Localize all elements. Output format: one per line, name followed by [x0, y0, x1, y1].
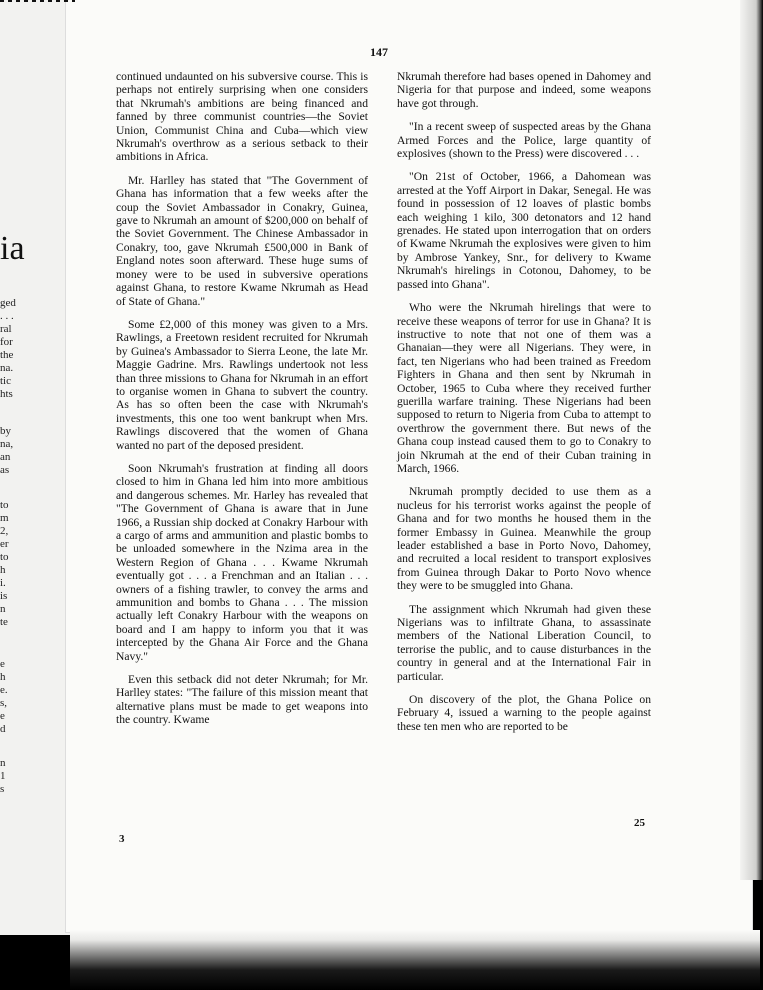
paragraph: The assignment which Nkrumah had given these Nigerians was to infiltrate Ghana, to assassinate members of the National Liberation Council, to terrorise the public, and to cause disturbances in the country in general and at the International Fair in particular.: [397, 602, 651, 683]
facing-fragment: m: [0, 512, 9, 524]
facing-fragment: ral: [0, 323, 12, 335]
facing-fragment: tic: [0, 375, 11, 387]
paragraph: Even this setback did not deter Nkrumah; for Mr. Harlley states: "The failure of this mission meant that alternative plans must be made to get weapons into the country. Kwame: [116, 673, 368, 727]
facing-fragment: 1: [0, 770, 6, 782]
paragraph: "On 21st of October, 1966, a Dahomean was arrested at the Yoff Airport in Dakar, Senegal. He was found in possession of 12 loaves of plastic bombs each weighing 1 kilo, 300 detonators and 12 hand grenades. He stated upon interrogation that on orders of Kwame Nkrumah the explosives were given to him by Ambrose Yankey, Snr., for delivery to Kwame Nkrumah's hirelings in Cotonou, Dahomey, to be passed into Ghana".: [397, 170, 651, 291]
facing-fragment: s: [0, 783, 5, 795]
facing-page-edge: [0, 0, 70, 935]
scan-edge-marks: [0, 0, 75, 2]
text-column-right: [397, 70, 651, 743]
facing-fragment: 2,: [0, 525, 9, 537]
facing-fragment: as: [0, 464, 10, 476]
paragraph: Some £2,000 of this money was given to a Mrs. Rawlings, a Freetown resident recruited for Nkrumah by Guinea's Ambassador to Sierra Leone, the late Mr. Maggie Gadrine. Mrs. Rawlings undertook not less than three missions to Ghana for Nkrumah in an effort to organise women in Ghana to subvert the country. As has so often been the case with Nkrumah's investments, this one too went bankrupt when Mrs. Rawlings discovered that the women of Ghana wanted no part of the deposed president.: [116, 317, 368, 452]
signature-mark: 3: [119, 833, 125, 845]
facing-fragment: s,: [0, 697, 8, 709]
facing-fragment: te: [0, 616, 8, 628]
facing-fragment: to: [0, 499, 9, 511]
facing-fragment: e: [0, 710, 5, 722]
facing-fragment-large: ia: [0, 230, 25, 267]
paragraph: Mr. Harlley has stated that "The Government of Ghana has information that a few weeks after the coup the Soviet Ambassador in Conakry, Guinea, gave to Nkrumah an amount of $200,000 on behalf of the Soviet Government. The Chinese Ambassador in Conakry, too, gave Nkrumah £500,000 in Bank of England notes soon afterward. These huge sums of money were to be used in subversive operations against Ghana, to restore Kwame Nkrumah as Head of State of Ghana.": [116, 173, 368, 308]
facing-fragment: n: [0, 757, 6, 769]
facing-fragment: to: [0, 551, 9, 563]
folio-number: 25: [634, 817, 645, 829]
paragraph: continued undaunted on his subversive course. This is perhaps not entirely surprising when one considers that Nkrumah's ambitions are being financed and fanned by three communist countries—the Soviet Union, Communist China and Cuba—which view Nkrumah's overthrow as a serious setback to their ambitions in Africa.: [116, 70, 368, 164]
paragraph: Soon Nkrumah's frustration at finding all doors closed to him in Ghana led him into more ambitious and dangerous schemes. Mr. Harley has revealed that "The Government of Ghana is aware that in June 1966, a Russian ship docked at Conakry Harbour with a cargo of arms and ammunition and plastic bombs to be unloaded somewhere in the Nzima area in the Western Region of Ghana . . . Kwame Nkrumah eventually got . . . a Frenchman and an Italian . . . owners of a fishing trawler, to convey the arms and ammunition and bombs to Ghana . . . The mission actually left Conakry Harbour with the weapons on board and I am happy to inform you that it was intercepted by the Ghana Air Force and the Ghana Navy.": [116, 461, 368, 663]
facing-fragment: the: [0, 349, 14, 361]
paragraph: Who were the Nkrumah hirelings that were to receive these weapons of terror for use in Ghana? It is instructive to note that not one of them was a Ghanaian—they were all Nigerians. They were, in fact, ten Nigerians who had been trained as Freedom Fighters in Ghana and then sent by Nkrumah in October, 1965 to Cuba where they received further guerilla warfare training. These Nigerians had been supposed to return to Nigeria from Cuba to attempt to overthrow the government there. But news of the Ghana coup instead caused them to go to Conakry to join Nkrumah at the end of their Cuban training in March, 1966.: [397, 301, 651, 475]
facing-fragment: for: [0, 336, 13, 348]
paragraph: "In a recent sweep of suspected areas by the Ghana Armed Forces and the Police, large quantity of explosives (shown to the Press) were discovered . . .: [397, 120, 651, 161]
page-bottom-shadow: [70, 930, 760, 990]
facing-fragment: . . .: [0, 310, 14, 322]
facing-fragment: ged: [0, 297, 16, 309]
facing-fragment: h: [0, 564, 6, 576]
facing-fragment: hts: [0, 388, 13, 400]
page-number: 147: [370, 45, 388, 59]
facing-fragment: d: [0, 723, 6, 735]
facing-fragment: na,: [0, 438, 14, 450]
facing-fragment: e.: [0, 684, 8, 696]
text-column-left: [116, 70, 368, 737]
facing-fragment: er: [0, 538, 9, 550]
facing-fragment: h: [0, 671, 6, 683]
facing-fragment: i.: [0, 577, 6, 589]
facing-fragment: na.: [0, 362, 14, 374]
facing-fragment: e: [0, 658, 5, 670]
paragraph: Nkrumah promptly decided to use them as a nucleus for his terrorist works against the people of Ghana and for two months he housed them in the former Embassy in Guinea. Meanwhile the group leader established a base in Porto Novo, Dahomey, and recruited a local resident to transport explosives from Guinea through Dakar to Porto Novo whence they were to be smuggled into Ghana.: [397, 485, 651, 593]
paragraph: On discovery of the plot, the Ghana Police on February 4, issued a warning to the people against these ten men who are reported to be: [397, 693, 651, 733]
page-curl-shadow: [740, 0, 763, 880]
paragraph: Nkrumah therefore had bases opened in Dahomey and Nigeria for that purpose and indeed, some weapons have got through.: [397, 70, 651, 110]
facing-fragment: by: [0, 425, 11, 437]
facing-fragment: n: [0, 603, 6, 615]
facing-fragment: an: [0, 451, 11, 463]
facing-fragment: is: [0, 590, 8, 602]
